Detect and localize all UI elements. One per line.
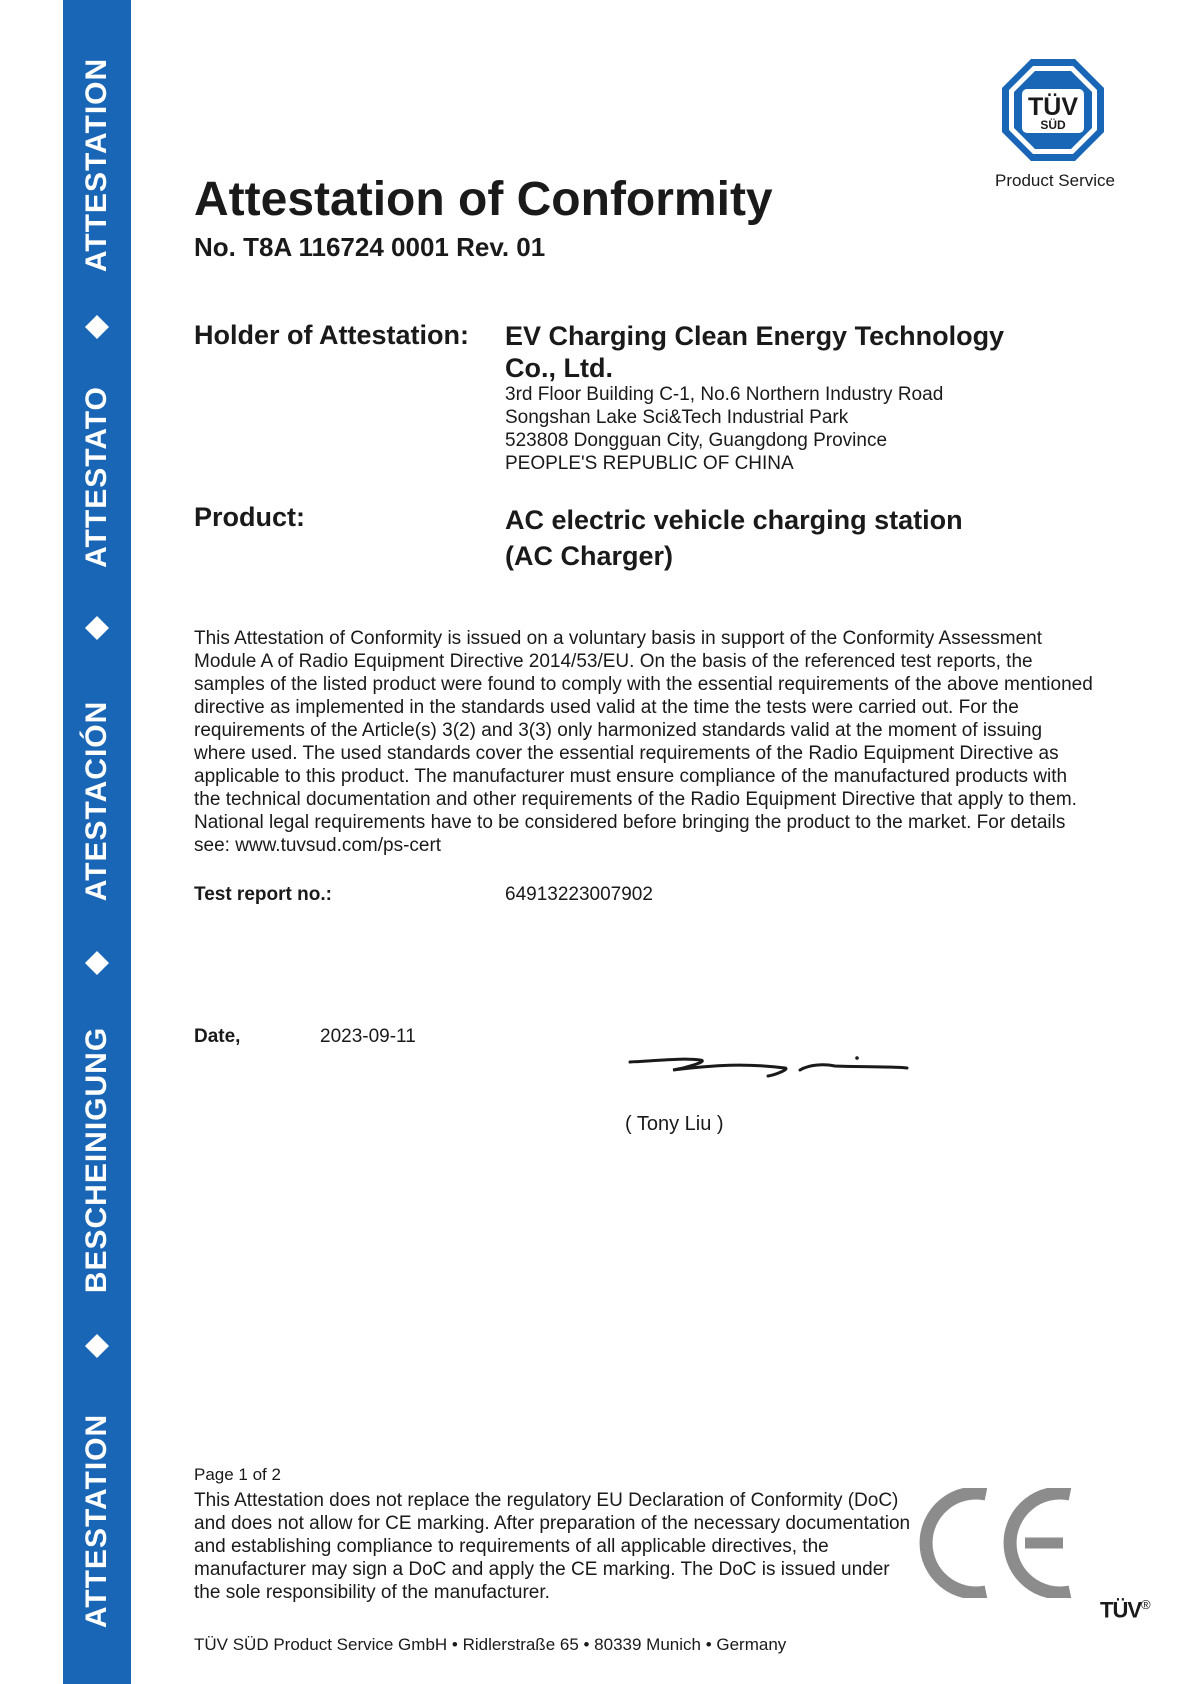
diamond-icon <box>85 1334 109 1358</box>
registered-symbol: ® <box>1141 1597 1150 1612</box>
test-report-label: Test report no.: <box>194 884 332 905</box>
diamond-icon <box>85 616 109 640</box>
address-line: Songshan Lake Sci&Tech Industrial Park <box>505 407 849 428</box>
address-line: PEOPLE'S REPUBLIC OF CHINA <box>505 453 794 474</box>
side-word-attestation-bottom: ATTESTATION <box>80 1413 113 1629</box>
tuv-octagon-icon <box>998 55 1108 165</box>
address-line: 3rd Floor Building C-1, No.6 Northern Industry Road <box>505 384 944 405</box>
logo-caption: Product Service <box>995 171 1115 190</box>
signer-name: ( Tony Liu ) <box>625 1113 724 1135</box>
tuv-sud-logo <box>995 55 1115 191</box>
tuv-mark-text: TÜV <box>1100 1597 1141 1623</box>
attestation-statement: This Attestation of Conformity is issued on a voluntary basis in support of the Conformity Assessment Module A of Radio Equipment Directive 2014/53/EU. On the basis of the referenced test reports, the samples of the listed product were found to comply with the essential requirements of the above mentioned directive as implemented in the standards used valid at the time the tests were carried out. For the requirements of the Article(s) 3(2) and 3(3) only harmonized standards valid at the moment of issuing where used. The used standards cover the essential requirements of the Radio Equipment Directive as applicable to this product. The manufacturer must ensure compliance of the manufactured products with the technical documentation and other requirements of the Radio Equipment Directive that apply to them. National legal requirements have to be considered before bringing the product to the market. For details see: www.tuvsud.com/ps-cert <box>194 628 1093 856</box>
side-band <box>63 0 131 1684</box>
diamond-icon <box>85 951 109 975</box>
company-address: TÜV SÜD Product Service GmbH • Ridlerstraße 65 • 80339 Munich • Germany <box>194 1635 787 1654</box>
product-line2: (AC Charger) <box>505 541 674 571</box>
holder-name <box>505 320 1004 384</box>
footer-disclaimer: This Attestation does not replace the regulatory EU Declaration of Conformity (DoC) and does not allow for CE marking. After preparation of the necessary documentation and establishing compliance to requirements of all applicable directives, the manufacturer may sign a DoC and apply the CE marking. The DoC is issued under the sole responsibility of the manufacturer. <box>194 1490 911 1603</box>
logo-mark-text: TÜV <box>1028 93 1078 121</box>
ce-mark-icon <box>918 1488 1078 1598</box>
side-word-attestation: ATTESTATION <box>80 57 113 273</box>
attestation-number: No. T8A 116724 0001 Rev. 01 <box>194 232 546 262</box>
date-label: Date, <box>194 1026 241 1047</box>
logo-mark-subtext: SÜD <box>1040 118 1066 132</box>
signature-image <box>625 1048 915 1088</box>
side-word-atestacion: ATESTACIÓN <box>80 700 113 902</box>
page-title: Attestation of Conformity <box>194 173 773 226</box>
date-value: 2023-09-11 <box>320 1026 416 1047</box>
page-number: Page 1 of 2 <box>194 1465 281 1484</box>
product-label: Product: <box>194 502 305 532</box>
product-line1: AC electric vehicle charging station <box>505 505 963 535</box>
diamond-icon <box>85 315 109 339</box>
holder-label: Holder of Attestation: <box>194 320 469 350</box>
test-report-value: 64913223007902 <box>505 884 653 905</box>
side-word-attestato: ATTESTATO <box>80 386 113 568</box>
product-name <box>505 502 963 574</box>
tuv-registered-mark <box>1100 1597 1150 1623</box>
side-word-bescheinigung: BESCHEINIGUNG <box>80 1026 113 1294</box>
holder-address <box>505 383 943 475</box>
holder-name-line1: EV Charging Clean Energy Technology <box>505 321 1005 351</box>
holder-name-line2: Co., Ltd. <box>505 353 613 383</box>
address-line: 523808 Dongguan City, Guangdong Province <box>505 430 888 451</box>
